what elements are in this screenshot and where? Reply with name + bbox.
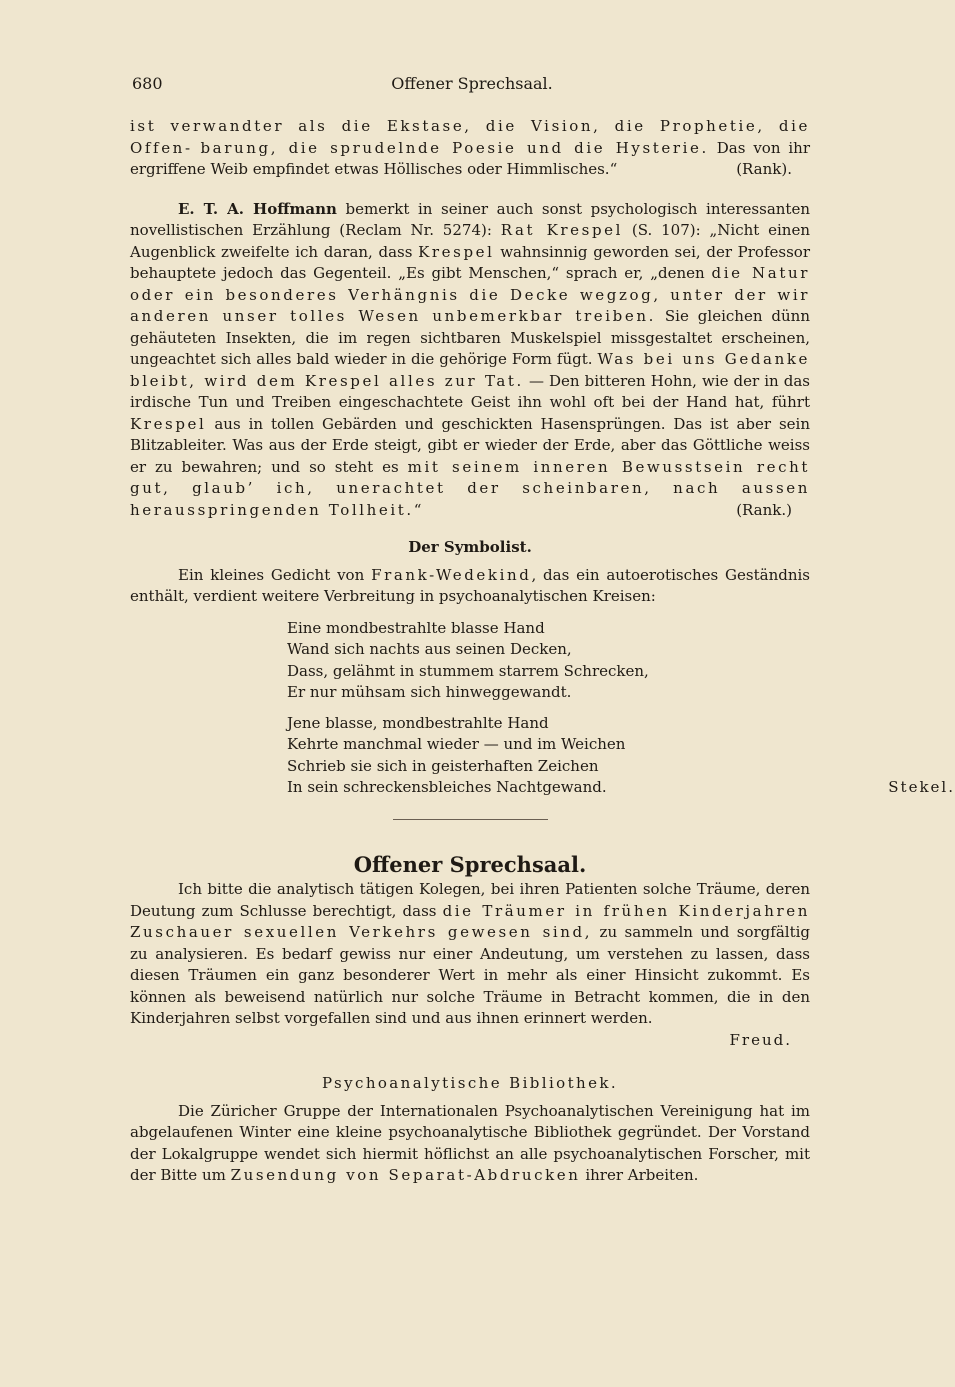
spaced-text: Rat Krespel xyxy=(500,221,624,239)
signature-stekel: Stekel. xyxy=(888,778,955,796)
spaced-text: Zusendung von Separat-Abdrucken xyxy=(230,1166,581,1184)
spaced-text: mit seinem inneren Bewusstsein recht gut, glaub’ ich, unerachtet der scheinbaren, nach aussen herausspringenden Tollheit. xyxy=(130,457,810,519)
poem xyxy=(287,618,955,799)
spaced-text: Was bei uns Gedanke bleibt, wird dem Krespel alles zur Tat. xyxy=(130,350,811,390)
paragraph-text: aus in tollen Gebärden und geschickten Hasensprüngen. Das ist aber sein Blitzableiter. Was aus der Erde steigt, gibt er wieder der Erde, aber das Göttliche weiss er zu bewahren; und so steht es xyxy=(130,414,810,476)
spaced-text: ist verwandter als die Ekstase, die Vision, die Prophetie, die Offen- xyxy=(130,117,810,157)
spaced-text: Frank-Wedekind xyxy=(371,565,532,584)
paragraph-freud-request xyxy=(130,879,810,1030)
paragraph-text: Die Züricher Gruppe der Internationalen Psychoanalytischen Vereinigung hat im abgelaufenen Winter eine kleine psychoanalytische Bibliothek gegründet. Der Vorstand der Lokalgruppe wendet sich hiermit höflichst an alle psychoanalytischen Forscher, mit der Bitte um xyxy=(130,1101,810,1184)
section-title-sprechsaal: Offener Sprechsaal. xyxy=(353,851,587,877)
page-number: 680 xyxy=(132,74,163,93)
paragraph-text: , das ein autoerotisches Geständnis enthält, verdient weitere Verbreitung in psychoanalytischen Kreisen: xyxy=(130,565,811,605)
page-body xyxy=(130,116,955,1187)
poem-stanza xyxy=(287,713,955,799)
poem-stanza xyxy=(287,618,810,704)
paragraph-text: (S. 107): „Nicht einen Augenblick zweifelte ich daran, dass xyxy=(130,221,811,261)
spaced-text: barung, die sprudelnde Poesie und die Hysterie. xyxy=(200,138,709,157)
poem-line-text: In sein schreckensbleiches Nachtgewand. xyxy=(287,778,607,796)
section-heading-bibliothek: Psychoanalytische Bibliothek. xyxy=(321,1074,619,1092)
spaced-text: Krespel xyxy=(418,242,495,261)
signature-rank: (Rank). xyxy=(736,160,792,178)
poem-line xyxy=(287,777,955,799)
paragraph-text: Das von ihr ergriffene Weib empfindet etwas Höllisches oder Himmlisches.“ xyxy=(130,138,810,178)
paragraph-text: — Den bitteren Hohn, wie der in das irdische Tun und Treiben eingeschachtete Geist ihn wohl oft bei der Hand hat, führt xyxy=(130,371,810,411)
poem-line: Jene blasse, mondbestrahlte Hand xyxy=(287,713,549,732)
paragraph-text: Ich bitte die analytisch tätigen Kolegen, bei ihren Patienten solche Träume, deren Deutung zum Schlusse berechtigt, dass xyxy=(130,880,810,920)
paragraph-text: wahnsinnig geworden sei, der Professor behauptete jedoch das Gegenteil. „Es gibt Menschen,“ sprach er, „denen xyxy=(130,242,810,282)
paragraph-wedekind xyxy=(130,565,810,608)
running-title: Offener Sprechsaal. xyxy=(391,74,553,93)
poem-line: Kehrte manchmal wieder — und im Weichen xyxy=(287,735,626,753)
paragraph-text: Ein kleines Gedicht von xyxy=(178,565,372,584)
paragraph-text: bemerkt in seiner auch sonst psychologisch interessanten novellistischen Erzählung (Reclam Nr. 5274): xyxy=(130,199,810,239)
paragraph-hoffmann xyxy=(130,199,810,522)
paragraph-text: zu sammeln und sorgfältig zu analysieren. Es bedarf gewiss nur einer Andeutung, um verstehen zu lassen, dass diesen Träumen ein ganz besonderer Wert in mehr als einer Hinsicht zukommt. Es können als beweisend natürlich nur solche Träume in Betracht kommen, die in den Kinderjahren selbst vorgefallen sind und aus ihnen erinnert werden. xyxy=(130,923,810,1027)
poem-line: Wand sich nachts aus seinen Decken, xyxy=(287,640,572,658)
paragraph-text: “ xyxy=(413,500,422,519)
signature-freud: Freud. xyxy=(729,1030,792,1049)
paragraph-ekstase xyxy=(130,116,810,181)
section-divider xyxy=(393,819,548,820)
author-name: E. T. A. Hoffmann xyxy=(178,199,337,218)
poem-line: Dass, gelähmt in stummem starrem Schrecken, xyxy=(287,661,649,680)
paragraph-text: ihrer Arbeiten. xyxy=(580,1166,699,1184)
poem-line: Schrieb sie sich in geisterhaften Zeichen xyxy=(287,756,599,775)
section-heading-symbolist: Der Symbolist. xyxy=(408,538,532,556)
poem-line: Eine mondbestrahlte blasse Hand xyxy=(287,618,545,637)
spaced-text: Krespel xyxy=(130,414,207,433)
spaced-text: die Natur oder ein besonderes Verhängnis die Decke wegzog, unter der wir anderen unser tolles Wesen unbemerkbar treiben. xyxy=(130,264,810,325)
paragraph-bibliothek xyxy=(130,1101,810,1187)
spaced-text: die Träumer in frühen Kinderjahren Zuschauer sexuellen Verkehrs gewesen sind, xyxy=(130,901,810,941)
paragraph-text: Sie gleichen dünn gehäuteten Insekten, die im regen sichtbaren Muskelspiel missgestaltet erscheinen, ungeachtet sich alles bald wieder in die gehörige Form fügt. xyxy=(130,307,811,368)
poem-line: Er nur mühsam sich hinweggewandt. xyxy=(287,683,572,701)
signature-rank: (Rank.) xyxy=(736,500,792,519)
